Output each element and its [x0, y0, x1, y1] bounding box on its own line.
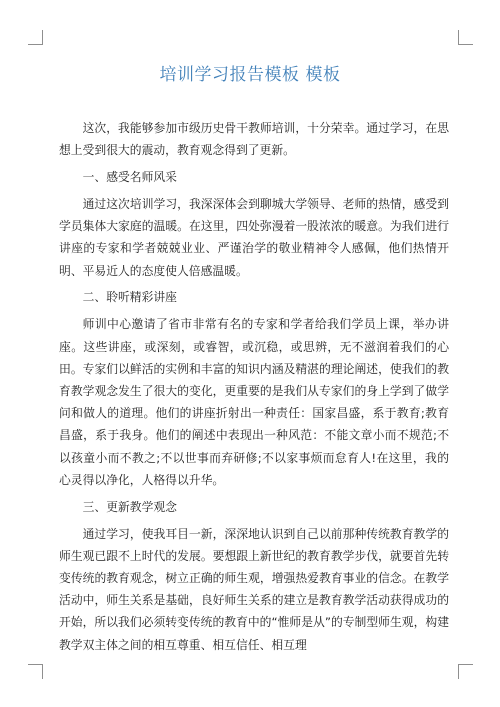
- section-heading-3: 三、更新教学观念: [82, 499, 177, 514]
- crop-mark-bottom-right: [458, 664, 473, 679]
- section-2-paragraph: 师训中心邀请了省市非常有名的专家和学者给我们学员上课，举办讲座。这些讲座，或深刻，或睿智，或沉稳，或思辨，无不滋润着我们的心田。专家们以鲜活的实例和丰富的知识内涵及精湛的理论阐述，使我们的教育教学观念发生了很大的变化，更重要的是我们从专家们的身上学到了做学问和做人的道理。他们的讲座折射出一种责任：国家昌盛，系于教育;教育昌盛，系于我身。他们的阐述中表现出一种风范：不能文章小而不规范;不以孩童小而不教之;不以世事而弃研修;不以家事烦而怠育人!在这里，我的心灵得以净化，人格得以升华。: [59, 317, 449, 487]
- section-heading-2: 二、聆听精彩讲座: [82, 290, 177, 305]
- crop-mark-top-left: [28, 30, 43, 45]
- section-1-paragraph: 通过这次培训学习，我深深体会到聊城大学领导、老师的热情，感受到学员集体大家庭的温暖。在这里，四处弥漫着一股浓浓的暖意。为我们进行讲座的专家和学者兢兢业业、严谨治学的敬业精神令人感佩，他们热情开明、平易近人的态度使人倍感温暖。: [59, 197, 449, 278]
- crop-mark-top-right: [458, 30, 473, 45]
- section-heading-1: 一、感受名师风采: [82, 170, 177, 184]
- intro-paragraph: 这次，我能够参加市级历史骨干教师培训，十分荣幸。通过学习，在思想上受到很大的震动，教育观念得到了更新。: [59, 121, 449, 158]
- document-title: 培训学习报告模板 模板: [159, 65, 341, 85]
- document-body: [59, 117, 449, 660]
- crop-mark-bottom-left: [28, 664, 43, 679]
- section-3-paragraph: 通过学习，使我耳目一新，深深地认识到自己以前那种传统教育教学的师生观已跟不上时代的发展。要想跟上新世纪的教育教学步伐，就要首先转变传统的教育观念，树立正确的师生观，增强热爱教育事业的信念。在教学活动中，师生关系是基础，良好师生关系的建立是教育教学活动获得成功的开始，所以我们必须转变传统的教育中的“惟师是从”的专制型师生观，构建教学双主体之间的相互尊重、相互信任、相互理: [59, 526, 449, 652]
